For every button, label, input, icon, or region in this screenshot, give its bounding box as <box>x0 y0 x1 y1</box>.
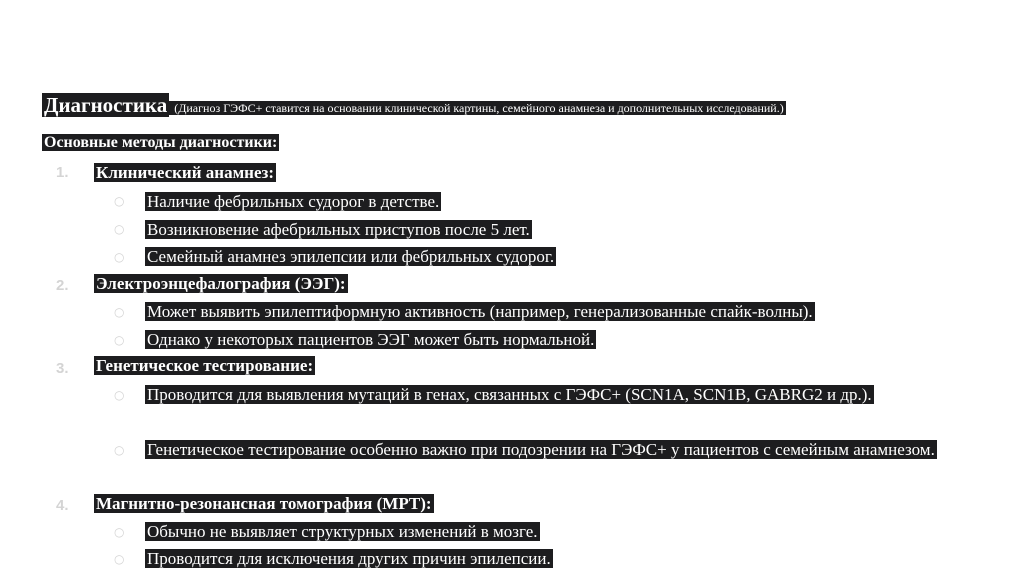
bullet-icon: ○ <box>114 333 125 347</box>
methods-heading <box>42 131 279 155</box>
bullet-icon: ○ <box>114 552 125 566</box>
section-number: 2. <box>56 277 69 294</box>
title-main: Диагностика <box>44 93 168 117</box>
section-title: Генетическое тестирование: <box>96 356 314 375</box>
bullet-icon: ○ <box>114 443 125 457</box>
list-item: Наличие фебрильных судорог в детстве. <box>147 192 440 211</box>
list-item: Может выявить эпилептиформную активность (например, генерализованные спайк-волны). <box>147 302 813 321</box>
list-item: Проводится для выявления мутаций в генах, связанных с ГЭФС+ (SCN1A, SCN1B, GABRG2 и др.). <box>147 385 872 404</box>
section-number: 4. <box>56 497 69 514</box>
section-number: 3. <box>56 360 69 377</box>
bullet-icon: ○ <box>114 305 125 319</box>
bullet-icon: ○ <box>114 388 125 402</box>
bullet-icon: ○ <box>114 525 125 539</box>
list-item: Проводится для исключения других причин эпилепсии. <box>147 549 551 568</box>
list-item: Генетическое тестирование особенно важно при подозрении на ГЭФС+ у пациентов с семейным анамнезом. <box>147 440 935 459</box>
section-title: Электроэнцефалография (ЭЭГ): <box>96 274 346 293</box>
bullet-icon: ○ <box>114 250 125 264</box>
section-number: 1. <box>56 164 69 181</box>
list-item: Обычно не выявляет структурных изменений в мозге. <box>147 522 538 541</box>
section-title: Магнитно-резонансная томография (МРТ): <box>96 494 432 513</box>
slide-title <box>42 91 1002 122</box>
title-subtitle: (Диагноз ГЭФС+ ставится на основании клинической картины, семейного анамнеза и дополнительных исследований.) <box>169 101 786 115</box>
list-item: Однако у некоторых пациентов ЭЭГ может быть нормальной. <box>147 330 595 349</box>
bullet-icon: ○ <box>114 222 125 236</box>
section-title: Клинический анамнез: <box>96 163 274 182</box>
list-item: Возникновение афебрильных приступов после 5 лет. <box>147 220 530 239</box>
bullet-icon: ○ <box>114 194 125 208</box>
methods-heading-text: Основные методы диагностики: <box>44 134 278 151</box>
list-item: Семейный анамнез эпилепсии или фебрильных судорог. <box>147 247 555 266</box>
